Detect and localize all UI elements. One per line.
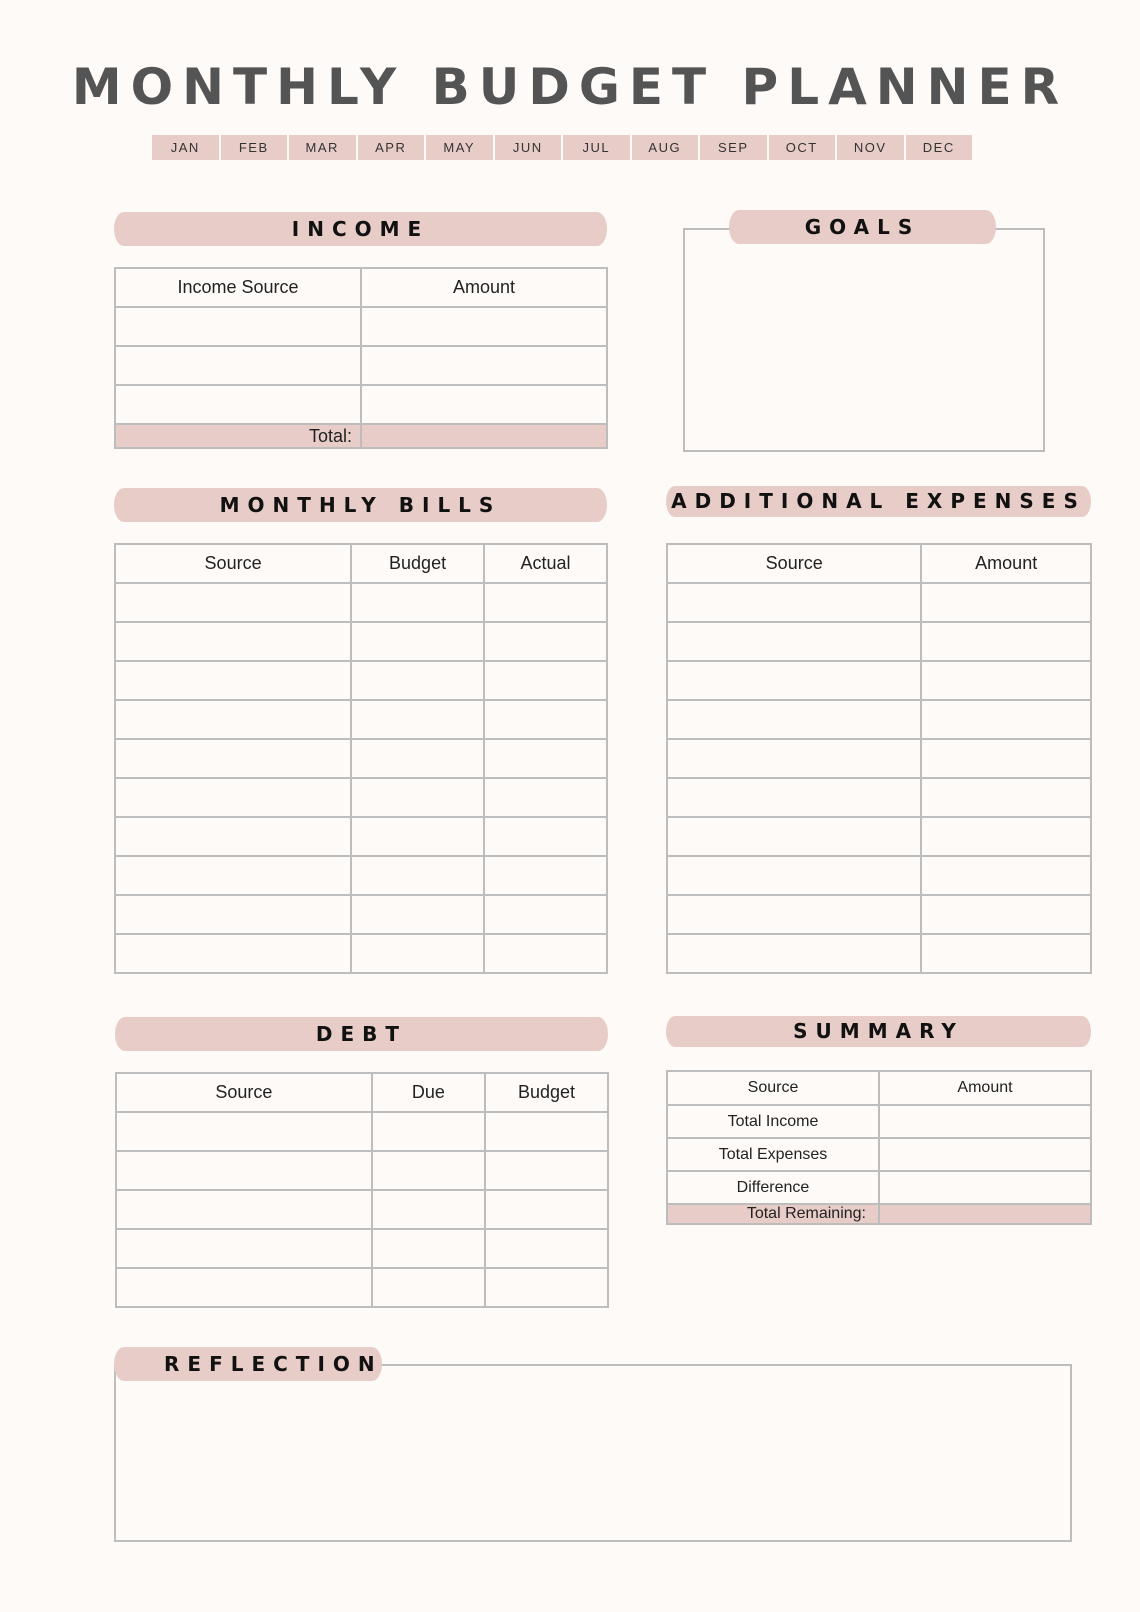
bills-budget-cell[interactable] bbox=[351, 856, 484, 895]
bills-budget-cell[interactable] bbox=[351, 739, 484, 778]
debt-budget-cell[interactable] bbox=[485, 1151, 608, 1190]
bills-actual-cell[interactable] bbox=[484, 583, 607, 622]
bills-actual-cell[interactable] bbox=[484, 817, 607, 856]
bills-budget-cell[interactable] bbox=[351, 622, 484, 661]
bills-budget-cell[interactable] bbox=[351, 661, 484, 700]
table-row bbox=[116, 1190, 608, 1229]
bills-budget-cell[interactable] bbox=[351, 817, 484, 856]
bills-budget-cell[interactable] bbox=[351, 583, 484, 622]
month-oct[interactable]: OCT bbox=[769, 135, 836, 160]
table-row bbox=[667, 1138, 1091, 1171]
bills-source-cell[interactable] bbox=[115, 817, 351, 856]
table-row bbox=[115, 661, 607, 700]
month-jul[interactable]: JUL bbox=[563, 135, 630, 160]
income-amount-cell[interactable] bbox=[361, 346, 607, 385]
debt-col-due: Due bbox=[372, 1073, 485, 1112]
month-sep[interactable]: SEP bbox=[700, 135, 767, 160]
bills-actual-cell[interactable] bbox=[484, 661, 607, 700]
month-dec[interactable]: DEC bbox=[906, 135, 973, 160]
summary-total-row bbox=[667, 1204, 1091, 1224]
debt-source-cell[interactable] bbox=[116, 1151, 372, 1190]
expenses-amount-cell[interactable] bbox=[921, 856, 1091, 895]
summary-col-amount: Amount bbox=[879, 1071, 1091, 1105]
expenses-col-amount: Amount bbox=[921, 544, 1091, 583]
table-row bbox=[115, 934, 607, 973]
summary-total-remaining-value[interactable] bbox=[879, 1204, 1091, 1224]
bills-source-cell[interactable] bbox=[115, 895, 351, 934]
income-amount-cell[interactable] bbox=[361, 385, 607, 424]
summary-heading: SUMMARY bbox=[666, 1016, 1091, 1047]
expenses-amount-cell[interactable] bbox=[921, 739, 1091, 778]
bills-budget-cell[interactable] bbox=[351, 895, 484, 934]
debt-budget-cell[interactable] bbox=[485, 1112, 608, 1151]
table-row bbox=[667, 856, 1091, 895]
goals-box[interactable] bbox=[683, 228, 1045, 452]
month-aug[interactable]: AUG bbox=[632, 135, 699, 160]
month-may[interactable]: MAY bbox=[426, 135, 493, 160]
table-row bbox=[667, 661, 1091, 700]
page-title: MONTHLY BUDGET PLANNER bbox=[71, 58, 1069, 116]
expenses-source-cell[interactable] bbox=[667, 661, 921, 700]
debt-budget-cell[interactable] bbox=[485, 1268, 608, 1307]
bills-budget-cell[interactable] bbox=[351, 934, 484, 973]
bills-actual-cell[interactable] bbox=[484, 622, 607, 661]
expenses-col-source: Source bbox=[667, 544, 921, 583]
table-row bbox=[115, 346, 607, 385]
table-row bbox=[116, 1112, 608, 1151]
table-row bbox=[115, 856, 607, 895]
bills-col-budget: Budget bbox=[351, 544, 484, 583]
debt-table bbox=[115, 1072, 609, 1308]
table-row bbox=[667, 622, 1091, 661]
bills-table bbox=[114, 543, 608, 974]
summary-total-remaining-label: Total Remaining: bbox=[667, 1204, 879, 1224]
bills-source-cell[interactable] bbox=[115, 661, 351, 700]
bills-source-cell[interactable] bbox=[115, 778, 351, 817]
expenses-amount-cell[interactable] bbox=[921, 700, 1091, 739]
expenses-source-cell[interactable] bbox=[667, 895, 921, 934]
bills-col-actual: Actual bbox=[484, 544, 607, 583]
expenses-table bbox=[666, 543, 1092, 974]
table-row bbox=[667, 739, 1091, 778]
income-source-cell[interactable] bbox=[115, 346, 361, 385]
debt-col-source: Source bbox=[116, 1073, 372, 1112]
expenses-amount-cell[interactable] bbox=[921, 817, 1091, 856]
month-nov[interactable]: NOV bbox=[837, 135, 904, 160]
summary-total-income-value[interactable] bbox=[879, 1105, 1091, 1138]
summary-total-expenses-label: Total Expenses bbox=[667, 1138, 879, 1171]
bills-source-cell[interactable] bbox=[115, 856, 351, 895]
income-col-source: Income Source bbox=[115, 268, 361, 307]
debt-source-cell[interactable] bbox=[116, 1229, 372, 1268]
bills-actual-cell[interactable] bbox=[484, 934, 607, 973]
debt-budget-cell[interactable] bbox=[485, 1190, 608, 1229]
expenses-source-cell[interactable] bbox=[667, 700, 921, 739]
expenses-source-cell[interactable] bbox=[667, 817, 921, 856]
table-row bbox=[667, 778, 1091, 817]
summary-difference-value[interactable] bbox=[879, 1171, 1091, 1204]
table-row bbox=[667, 1171, 1091, 1204]
expenses-amount-cell[interactable] bbox=[921, 661, 1091, 700]
bills-budget-cell[interactable] bbox=[351, 700, 484, 739]
table-row bbox=[116, 1229, 608, 1268]
bills-source-cell[interactable] bbox=[115, 583, 351, 622]
income-amount-cell[interactable] bbox=[361, 307, 607, 346]
table-row bbox=[667, 895, 1091, 934]
bills-actual-cell[interactable] bbox=[484, 739, 607, 778]
expenses-source-cell[interactable] bbox=[667, 622, 921, 661]
bills-actual-cell[interactable] bbox=[484, 700, 607, 739]
expenses-amount-cell[interactable] bbox=[921, 583, 1091, 622]
month-jan[interactable]: JAN bbox=[152, 135, 219, 160]
bills-actual-cell[interactable] bbox=[484, 895, 607, 934]
summary-col-source: Source bbox=[667, 1071, 879, 1105]
expenses-source-cell[interactable] bbox=[667, 934, 921, 973]
income-col-amount: Amount bbox=[361, 268, 607, 307]
table-row bbox=[667, 934, 1091, 973]
table-row bbox=[667, 583, 1091, 622]
month-apr[interactable]: APR bbox=[358, 135, 425, 160]
table-row bbox=[667, 817, 1091, 856]
table-row bbox=[115, 778, 607, 817]
debt-due-cell[interactable] bbox=[372, 1268, 485, 1307]
debt-due-cell[interactable] bbox=[372, 1151, 485, 1190]
bills-source-cell[interactable] bbox=[115, 622, 351, 661]
income-source-cell[interactable] bbox=[115, 307, 361, 346]
debt-source-cell[interactable] bbox=[116, 1268, 372, 1307]
expenses-source-cell[interactable] bbox=[667, 583, 921, 622]
expenses-heading: ADDITIONAL EXPENSES bbox=[666, 486, 1091, 517]
expenses-source-cell[interactable] bbox=[667, 856, 921, 895]
summary-total-expenses-value[interactable] bbox=[879, 1138, 1091, 1171]
debt-heading: DEBT bbox=[115, 1017, 608, 1051]
bills-source-cell[interactable] bbox=[115, 934, 351, 973]
goals-heading: GOALS bbox=[729, 210, 996, 244]
summary-difference-label: Difference bbox=[667, 1171, 879, 1204]
debt-due-cell[interactable] bbox=[372, 1190, 485, 1229]
table-row bbox=[115, 307, 607, 346]
table-row bbox=[115, 817, 607, 856]
bills-budget-cell[interactable] bbox=[351, 778, 484, 817]
income-total-label: Total: bbox=[115, 424, 361, 448]
income-source-cell[interactable] bbox=[115, 385, 361, 424]
table-row bbox=[115, 385, 607, 424]
debt-source-cell[interactable] bbox=[116, 1112, 372, 1151]
bills-heading: MONTHLY BILLS bbox=[114, 488, 607, 522]
summary-total-income-label: Total Income bbox=[667, 1105, 879, 1138]
bills-col-source: Source bbox=[115, 544, 351, 583]
bills-actual-cell[interactable] bbox=[484, 856, 607, 895]
expenses-amount-cell[interactable] bbox=[921, 934, 1091, 973]
table-row bbox=[115, 700, 607, 739]
month-feb[interactable]: FEB bbox=[221, 135, 288, 160]
bills-source-cell[interactable] bbox=[115, 739, 351, 778]
reflection-heading: REFLECTION bbox=[114, 1347, 382, 1381]
income-total-row bbox=[115, 424, 607, 448]
reflection-box[interactable] bbox=[114, 1364, 1072, 1542]
debt-col-budget: Budget bbox=[485, 1073, 608, 1112]
income-table bbox=[114, 267, 608, 449]
debt-due-cell[interactable] bbox=[372, 1112, 485, 1151]
table-row bbox=[116, 1151, 608, 1190]
table-row bbox=[667, 700, 1091, 739]
month-mar[interactable]: MAR bbox=[289, 135, 356, 160]
table-row bbox=[115, 739, 607, 778]
debt-budget-cell[interactable] bbox=[485, 1229, 608, 1268]
income-total-value[interactable] bbox=[361, 424, 607, 448]
expenses-amount-cell[interactable] bbox=[921, 778, 1091, 817]
table-row bbox=[115, 622, 607, 661]
month-selector bbox=[152, 135, 972, 160]
debt-due-cell[interactable] bbox=[372, 1229, 485, 1268]
expenses-amount-cell[interactable] bbox=[921, 622, 1091, 661]
table-row bbox=[115, 895, 607, 934]
bills-actual-cell[interactable] bbox=[484, 778, 607, 817]
debt-source-cell[interactable] bbox=[116, 1190, 372, 1229]
bills-source-cell[interactable] bbox=[115, 700, 351, 739]
expenses-source-cell[interactable] bbox=[667, 739, 921, 778]
month-jun[interactable]: JUN bbox=[495, 135, 562, 160]
income-heading: INCOME bbox=[114, 212, 607, 246]
summary-table bbox=[666, 1070, 1092, 1225]
table-row bbox=[667, 1105, 1091, 1138]
expenses-amount-cell[interactable] bbox=[921, 895, 1091, 934]
expenses-source-cell[interactable] bbox=[667, 778, 921, 817]
table-row bbox=[115, 583, 607, 622]
table-row bbox=[116, 1268, 608, 1307]
